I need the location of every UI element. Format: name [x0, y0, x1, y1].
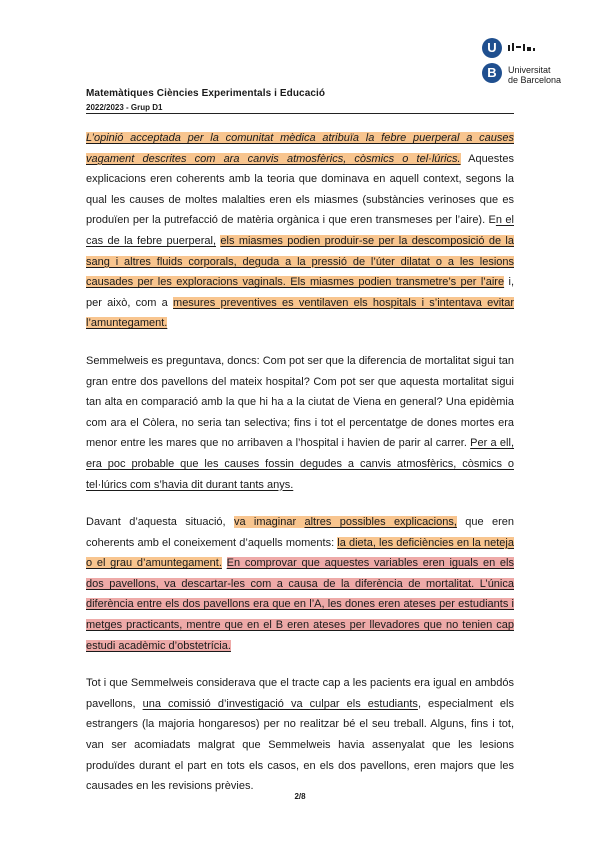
university-logo [482, 38, 582, 86]
university-name-line2: de Barcelona [508, 75, 562, 85]
paragraph-1 [86, 128, 514, 334]
logo-u-circle: U [482, 38, 502, 58]
text-span: , especialment els estrangers (la majoria hongaresos) per no realitzar bé el seu treball. Alguns, fins i tot, van ser acomiadats malgrat que Semmelweis havia assenyalat que les lesions produïdes durant el part en tots els casos, en els dos pavellons, eren majors que les causades en les revisions prèvies. [86, 697, 514, 793]
header-divider [86, 113, 514, 114]
highlight-accepted-opinion: L’opinió acceptada per la comunitat mèdica atribuïa la febre puerperal a causes vagament descrites com ara canvis atmosfèrics, còsmics o tel·lúrics. [86, 132, 514, 165]
highlight-diet-hygiene: la dieta, les deficiències en la neteja o el grau d’amuntegament. [86, 536, 514, 570]
highlight-other-explanations: altres possibles explicacions, [304, 516, 457, 529]
highlight-preventive-measures: mesures preventives es ventilaven els hospitals i s’intentava evitar l’amuntegament. [86, 296, 514, 330]
logo-b-circle: B [482, 63, 502, 83]
text-span: Davant d’aquesta situació, [86, 516, 234, 529]
paragraph-4 [86, 673, 514, 797]
highlight-only-difference: En comprovar que aquestes variables eren iguals en els dos pavellons, va descartar-les com a causa de la diferència de mortalitat. L’única diferència entre els dos pavellons era que en l’A, les dones eren ateses per estudiants i metges practicants, mentre que en el B eren ateses per llevadores que no tenien cap estudi acadèmic d’obstetrícia. [86, 557, 514, 652]
text-span: que eren coherents amb el coneixement d’aquells moments: [86, 516, 514, 549]
document-header [86, 88, 325, 112]
paragraph-3 [86, 512, 514, 656]
document-body [86, 128, 514, 797]
highlight-miasmas: els miasmes podien produir-se per la descomposició de la sang i altres fluids corporals, deguda a la pressió de l’úter dilatat o a les lesions causades per les exploracions vaginals. Els miasmes podien transmetre’s per l’aire [86, 234, 514, 289]
underlined-span: Per a ell, era poc probable que les causes fossin degudes a canvis atmosfèrics, còsmics o tel·lúrics com s’havia dit durant tants anys. [86, 437, 514, 491]
highlight-imagined: va imaginar [233, 516, 305, 529]
text-span [222, 557, 227, 569]
university-name-line1: Universitat [508, 65, 551, 75]
text-span: Aquestes explicacions eren coherents amb la teoria que dominava en aquell context, segons la qual les causes de moltes malalties eren els miasmes (substàncies verinoses que es produïen per la putrefacció de matèria orgànica i que eren transmeses per l’aire). E [86, 152, 514, 227]
text-span: Semmelweis es preguntava, doncs: Com pot ser que la diferencia de mortalitat sigui tan gran entre dos pavellons del mateix hospital? Com pot ser que aquesta mortalitat sigui tan alta en comparació amb la que hi ha a la ciutat de Viena en general? Una epidèmia com ara el Còlera, no seria tan selectiva; fins i tot el percentatge de dones mortes era menor entre les mares que no arribaven a l’hospital i havien de parir al carrer. [86, 354, 514, 450]
course-title: Matemàtiques Ciències Experimentals i Educació [86, 88, 326, 99]
text-span: i, per això, com a [86, 276, 515, 309]
text-span: Tot i que Semmelweis considerava que el tracte cap a les pacients era igual en ambdós pavellons, [86, 677, 514, 710]
underlined-span: n el cas de la febre puerperal, [86, 214, 514, 247]
paragraph-2 [86, 351, 514, 495]
underlined-span: una comissió d’investigació va culpar els estudiants [142, 697, 418, 710]
page-number: 2/8 [294, 792, 306, 801]
logo-mark-icon [508, 42, 536, 52]
university-name [508, 65, 561, 85]
course-group: 2022/2023 - Grup D1 [86, 103, 163, 112]
